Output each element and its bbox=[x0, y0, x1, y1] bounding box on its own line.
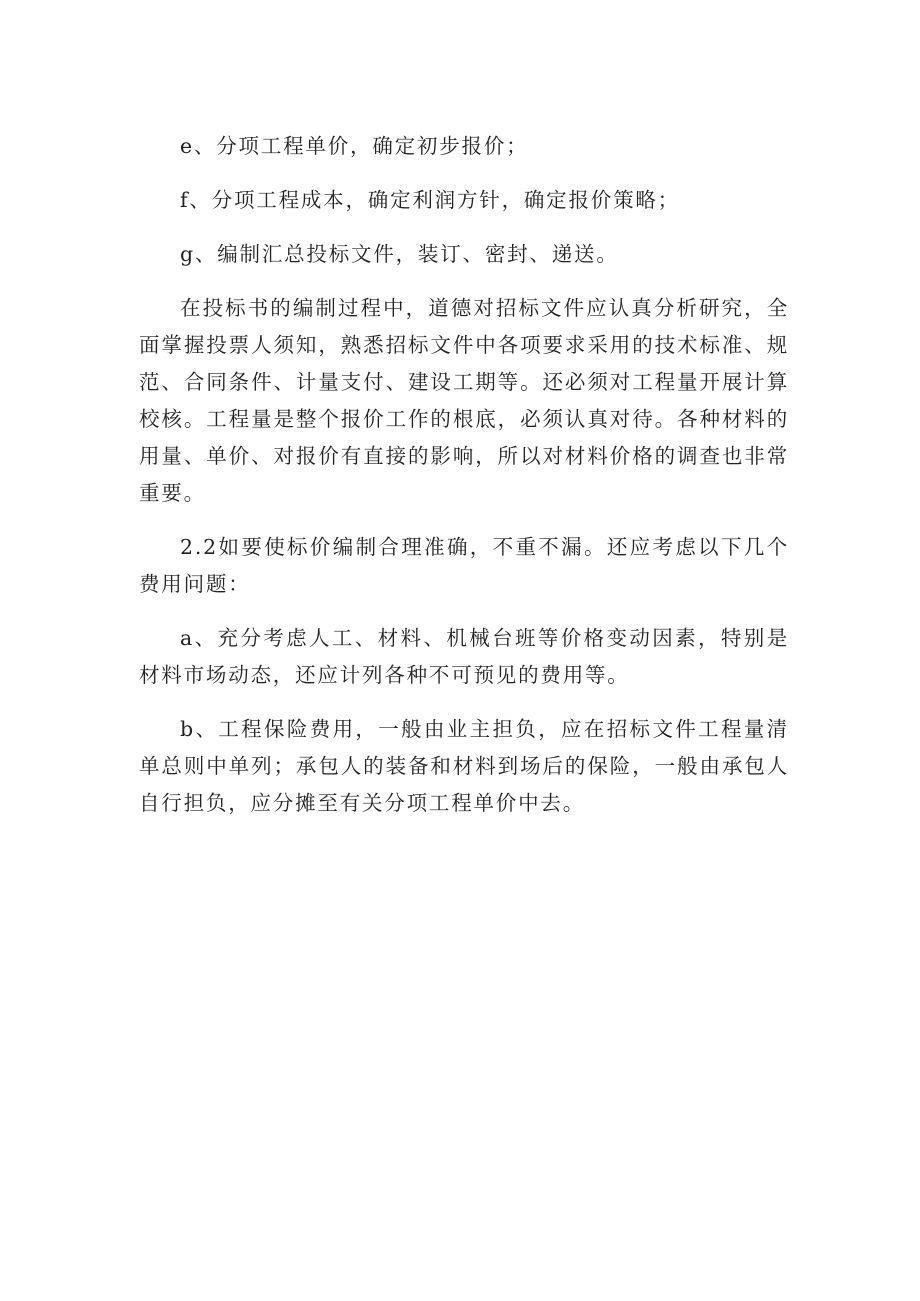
document-body bbox=[139, 128, 789, 839]
paragraph-item-f: f、分项工程成本，确定利润方针，确定报价策略； bbox=[180, 188, 680, 212]
paragraph-item-b: b、工程保险费用，一般由业主担负，应在招标文件工程量清单总则中单列；承包人的装备和材料到场后的保险，一般由承包人自行担负，应分摊至有关分项工程单价中去。 bbox=[139, 717, 789, 815]
paragraph-bid-preparation: 在投标书的编制过程中，道德对招标文件应认真分析研究，全面掌握投票人须知，熟悉招标文件中各项要求采用的技术标准、规范、合同条件、计量支付、建设工期等。还必须对工程量开展计算校核。工程量是整个报价工作的根底，必须认真对待。各种材料的用量、单价、对报价有直接的影响，所以对材料价格的调查也非常重要。 bbox=[139, 296, 789, 505]
paragraph-item-g: g、编制汇总投标文件，装订、密封、递送。 bbox=[180, 242, 619, 266]
paragraph-item-e: e、分项工程单价，确定初步报价； bbox=[180, 134, 529, 158]
paragraph-section-2-2: 2.2如要使标价编制合理准确，不重不漏。还应考虑以下几个费用问题： bbox=[139, 535, 789, 596]
paragraph-item-a: a、充分考虑人工、材料、机械台班等价格变动因素，特别是材料市场动态，还应计列各种不可预见的费用等。 bbox=[139, 626, 789, 687]
